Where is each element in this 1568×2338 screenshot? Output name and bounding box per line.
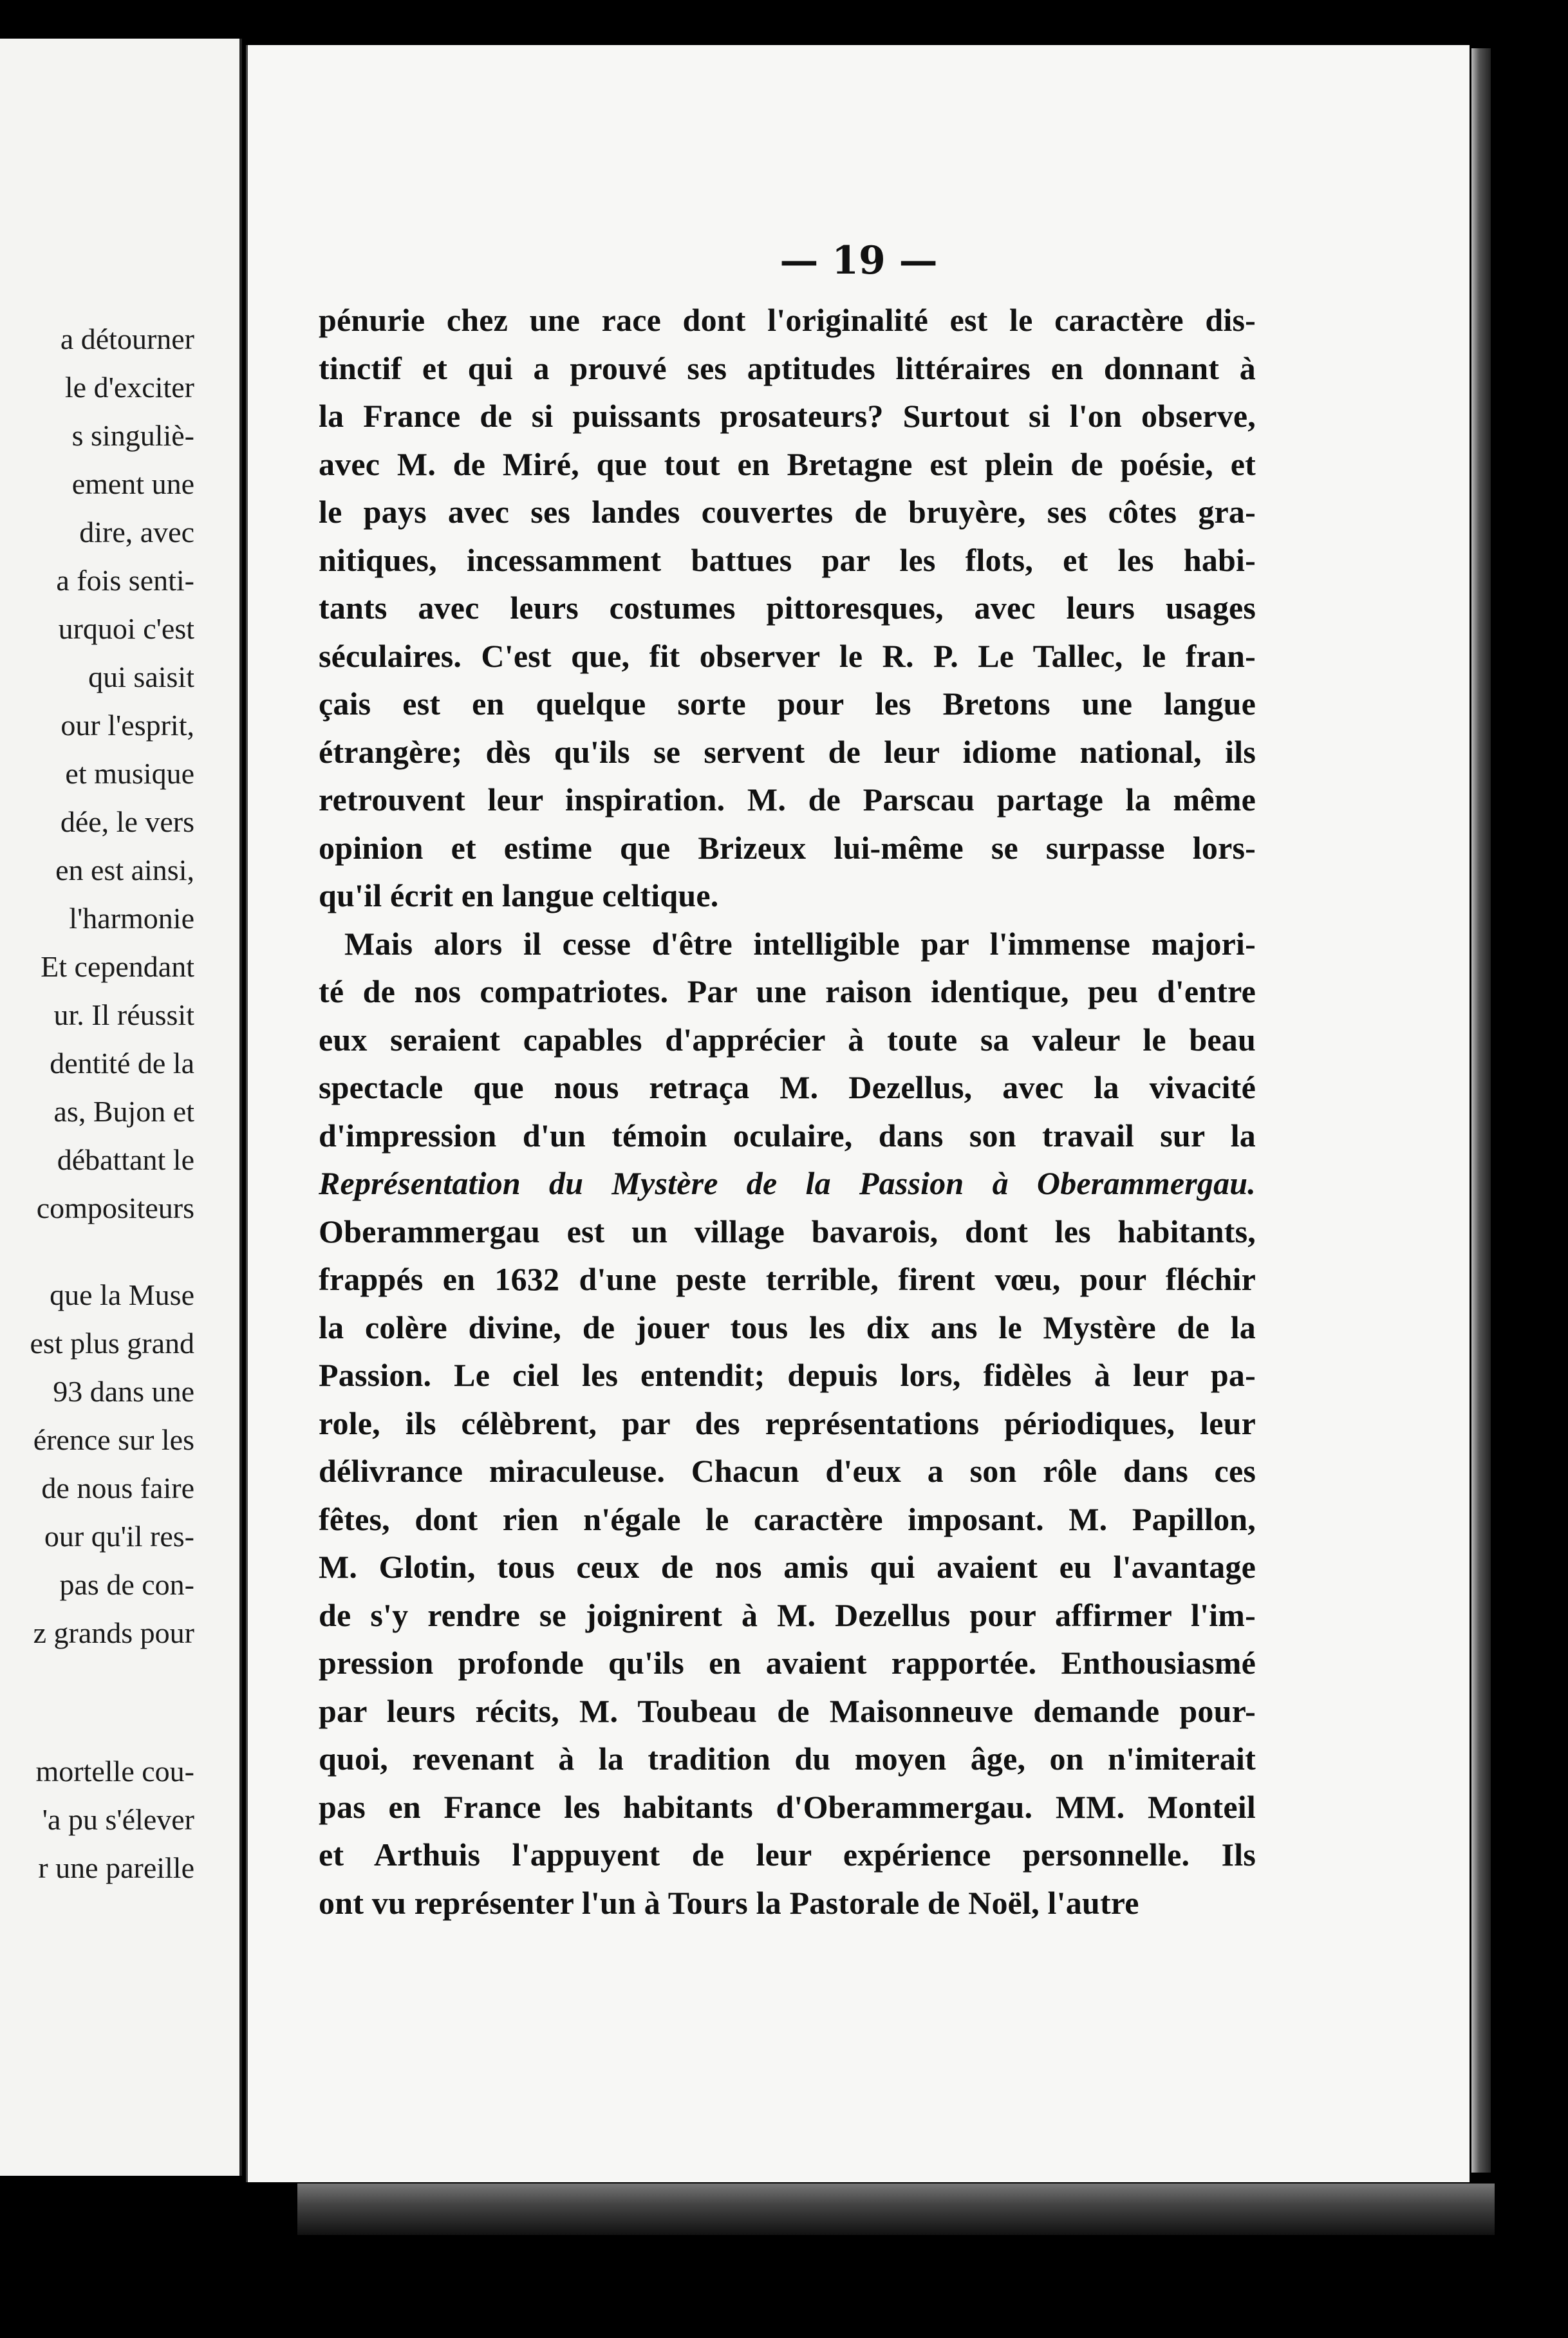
left-page-line: compositeurs xyxy=(36,1192,194,1224)
body-text-line: eux seraient capables d'apprécier à toute sa valeur le beau xyxy=(319,1021,1256,1058)
left-page-line: en est ainsi, xyxy=(55,854,194,886)
page-number: — 19 — xyxy=(779,238,938,283)
left-page-line: pas de con- xyxy=(59,1568,194,1601)
body-text-line: d'impression d'un témoin oculaire, dans son travail sur la xyxy=(319,1117,1256,1154)
body-text-line: la colère divine, de jouer tous les dix ans le Mystère de la xyxy=(319,1309,1256,1345)
left-page-line: r une pareille xyxy=(38,1851,194,1884)
left-page-line: dire, avec xyxy=(79,516,194,548)
body-text-line: M. Glotin, tous ceux de nos amis qui avaient eu l'avantage xyxy=(319,1549,1256,1585)
left-page-line: que la Muse xyxy=(50,1278,194,1311)
body-text-line: Passion. Le ciel les entendit; depuis lors, fidèles à leur pa- xyxy=(319,1357,1256,1393)
left-page-line: 'a pu s'élever xyxy=(42,1803,194,1836)
body-text-line: pénurie chez une race dont l'originalité est le caractère dis- xyxy=(319,302,1256,338)
left-page-line: our qu'il res- xyxy=(44,1520,194,1553)
left-page-line: le d'exciter xyxy=(64,371,194,404)
left-page-line: de nous faire xyxy=(41,1472,194,1504)
body-text-line: de s'y rendre se joignirent à M. Dezellus pour affirmer l'im- xyxy=(319,1596,1256,1633)
left-page-line: est plus grand xyxy=(30,1327,194,1360)
left-page-line: urquoi c'est xyxy=(58,612,194,645)
body-text-line: étrangère; dès qu'ils se servent de leur idiome national, ils xyxy=(319,733,1256,770)
body-text-line: tants avec leurs costumes pittoresques, avec leurs usages xyxy=(319,590,1256,626)
body-text-line: opinion et estime que Brizeux lui-même se surpasse lors- xyxy=(319,829,1256,866)
body-text-line: et Arthuis l'appuyent de leur expérience personnelle. Ils xyxy=(319,1837,1256,1873)
body-text-line: role, ils célèbrent, par des représentations périodiques, leur xyxy=(319,1405,1256,1441)
left-page-line: et musique xyxy=(65,757,194,790)
left-page-line: z grands pour xyxy=(33,1616,194,1649)
body-text-line: Mais alors il cesse d'être intelligible par l'immense majori- xyxy=(344,925,1256,962)
left-page-line: mortelle cou- xyxy=(35,1755,194,1788)
body-text-line: par leurs récits, M. Toubeau de Maisonneuve demande pour- xyxy=(319,1692,1256,1729)
body-text-line: spectacle que nous retraça M. Dezellus, avec la vivacité xyxy=(319,1069,1256,1105)
left-page-line: dée, le vers xyxy=(60,805,194,838)
left-page-line: l'harmonie xyxy=(69,902,194,935)
left-page-line: a détourner xyxy=(60,323,194,355)
body-text-line: le pays avec ses landes couvertes de bruyère, ses côtes gra- xyxy=(319,494,1256,530)
body-text-line: pression profonde qu'ils en avaient rapportée. Enthousiasmé xyxy=(319,1645,1256,1681)
body-text-line: té de nos compatriotes. Par une raison identique, peu d'entre xyxy=(319,973,1256,1009)
body-text-line: avec M. de Miré, que tout en Bretagne est plein de poésie, et xyxy=(319,445,1256,482)
body-text-line: tinctif et qui a prouvé ses aptitudes littéraires en donnant à xyxy=(319,350,1256,386)
left-page-line: ur. Il réussit xyxy=(53,998,194,1031)
body-text-line: ont vu représenter l'un à Tours la Pastorale de Noël, l'autre xyxy=(319,1884,1139,1921)
left-page-line: a fois senti- xyxy=(56,564,194,597)
body-text-line: pas en France les habitants d'Oberammergau. MM. Monteil xyxy=(319,1788,1256,1825)
right-page-text xyxy=(319,296,1256,1927)
bottom-page-shadow xyxy=(297,2184,1495,2235)
body-text-line: délivrance miraculeuse. Chacun d'eux a son rôle dans ces xyxy=(319,1453,1256,1489)
body-text-line: Représentation du Mystère de la Passion à Oberammergau. xyxy=(319,1165,1256,1201)
left-page-line: ement une xyxy=(71,467,194,500)
left-page-line: our l'esprit, xyxy=(61,709,194,742)
body-text-line: séculaires. C'est que, fit observer le R. P. Le Tallec, le fran- xyxy=(319,637,1256,674)
left-page-line: Et cependant xyxy=(41,950,194,983)
body-text-line: Oberammergau est un village bavarois, dont les habitants, xyxy=(319,1213,1256,1249)
page-edge-shadow xyxy=(1471,48,1491,2173)
left-page-line: 93 dans une xyxy=(53,1375,194,1408)
left-page xyxy=(0,39,242,2176)
left-page-line: qui saisit xyxy=(88,660,194,693)
right-page xyxy=(246,45,1470,2182)
body-text-line: nitiques, incessamment battues par les flots, et les habi- xyxy=(319,541,1256,578)
body-text-line: qu'il écrit en langue celtique. xyxy=(319,877,719,913)
body-text-line: quoi, revenant à la tradition du moyen âge, on n'imiterait xyxy=(319,1741,1256,1777)
left-page-line: dentité de la xyxy=(50,1047,194,1080)
left-page-line: as, Bujon et xyxy=(53,1095,194,1128)
body-text-line: frappés en 1632 d'une peste terrible, firent vœu, pour fléchir xyxy=(319,1261,1256,1297)
body-text-line: çais est en quelque sorte pour les Bretons une langue xyxy=(319,686,1256,722)
left-page-line: érence sur les xyxy=(33,1423,194,1456)
left-page-line: s singuliè- xyxy=(71,419,194,452)
body-text-line: retrouvent leur inspiration. M. de Parscau partage la même xyxy=(319,781,1256,818)
body-text-line: fêtes, dont rien n'égale le caractère imposant. M. Papillon, xyxy=(319,1501,1256,1537)
left-page-line: débattant le xyxy=(57,1143,194,1176)
body-text-line: la France de si puissants prosateurs? Surtout si l'on observe, xyxy=(319,398,1256,434)
